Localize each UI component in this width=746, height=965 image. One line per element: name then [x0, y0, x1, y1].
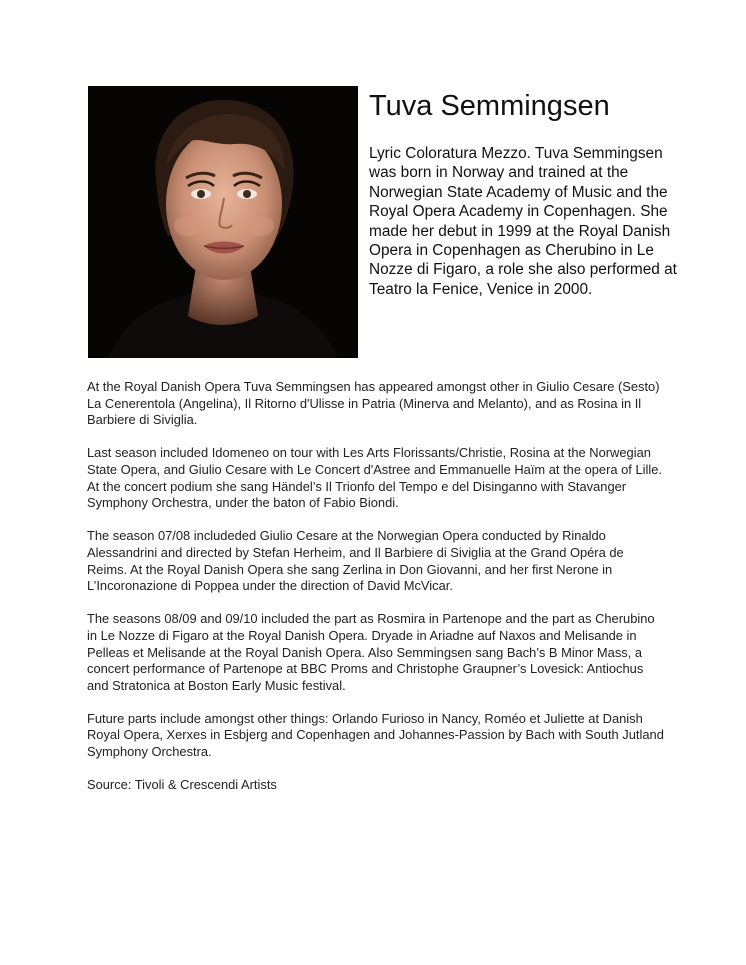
intro-paragraph: Lyric Coloratura Mezzo. Tuva Semmingsen was born in Norway and trained at the Norwegian State Academy of Music and the Royal Opera Academy in Copenhagen. She made her debut in 1999 at the Royal Danish Opera in Copenhagen as Cherubino in Le Nozze di Figaro, a role she also performed at Teatro la Fenice, Venice in 2000.	[369, 145, 677, 298]
portrait-photo	[88, 86, 358, 358]
biography-paragraph: Future parts include amongst other things: Orlando Furioso in Nancy, Roméo et Juliette at Danish Royal Opera, Xerxes in Esbjerg and Copenhagen and Johannes-Passion by Bach with South Jutland Symphony Orchestra.	[87, 710, 664, 760]
biography-body	[87, 379, 667, 810]
source-line: Source: Tivoli & Crescendi Artists	[87, 777, 277, 793]
portrait-illustration	[88, 86, 358, 358]
biography-paragraph: The seasons 08/09 and 09/10 included the part as Rosmira in Partenope and the part as Cherubino in Le Nozze di Figaro at the Royal Danish Opera. Dryade in Ariadne auf Naxos and Melisande in Pelleas et Melisande at the Royal Danish Opera. Also Semmingsen sang Bach’s B Minor Mass, a concert performance of Partenope at BBC Proms and Christophe Graupner’s Lovesick: Antiochus and Stratonica at Boston Early Music festival.	[87, 611, 655, 693]
page-title: Tuva Semmingsen	[369, 90, 610, 122]
biography-paragraph: At the Royal Danish Opera Tuva Semmingsen has appeared amongst other in Giulio Cesare (Sesto) La Cenerentola (Angelina), Il Ritorno d'Ulisse in Patria (Minerva and Melanto), and as Rosina in Il Barbiere di Siviglia.	[87, 379, 660, 428]
biography-paragraph: Last season included Idomeneo on tour with Les Arts Florissants/Christie, Rosina at the Norwegian State Opera, and Giulio Cesare with Le Concert d'Astree and Emmanuelle Haïm at the opera of Lille. At the concert podium she sang Händel’s Il Trionfo del Tempo e del Disinganno with Stavanger Symphony Orchestra, under the baton of Fabio Biondi.	[87, 445, 662, 511]
biography-paragraph: The season 07/08 includeded Giulio Cesare at the Norwegian Opera conducted by Rinaldo Alessandrini and directed by Stefan Herheim, and Il Barbiere di Siviglia at the Grand Opéra de Reims. At the Royal Danish Opera she sang Zerlina in Don Giovanni, and her first Nerone in L’Incoronazione di Poppea under the direction of David McVicar.	[87, 528, 624, 594]
